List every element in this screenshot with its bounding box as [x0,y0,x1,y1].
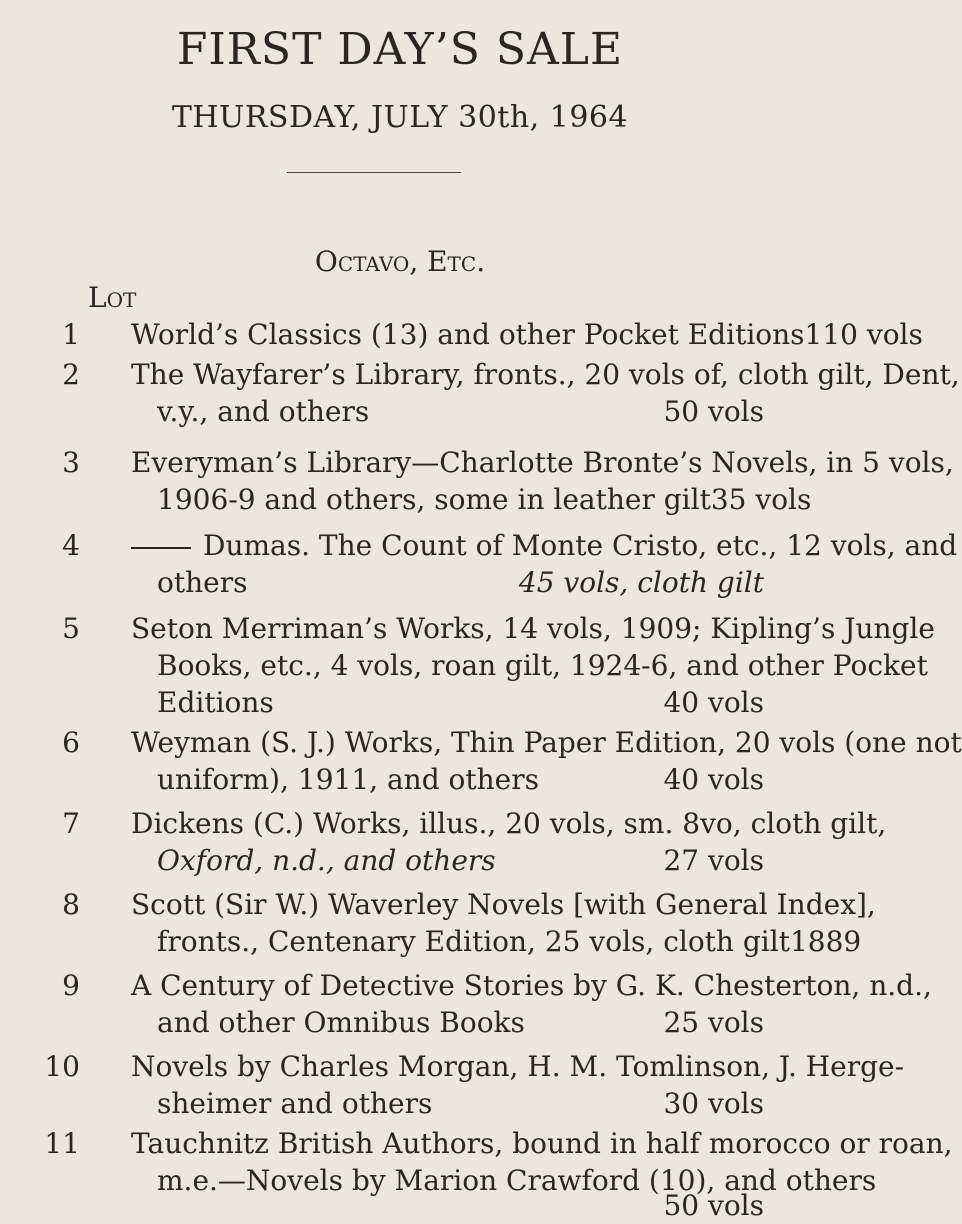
lot-quantity: 40 vols [663,763,764,796]
lot-description: Everyman’s Library—Charlotte Bronte’s Novels, in 5 vols, [131,446,954,479]
lot-description: Seton Merriman’s Works, 14 vols, 1909; Kipling’s Jungle [131,612,935,645]
sale-date: THURSDAY, JULY 30th, 1964 [171,100,629,135]
lot-description-cont: 1906-9 and others, some in leather gilt [157,483,711,516]
lot-description: Scott (Sir W.) Waverley Novels [with General Index], [131,888,876,921]
lot-quantity: 35 vols [710,483,812,516]
lot-number: 6 [62,726,80,759]
lot-description: Weyman (S. J.) Works, Thin Paper Edition, 20 vols (one not [131,726,962,759]
lot-quantity: 1889 [789,925,862,958]
section-heading: Octavo, Etc. [314,245,486,278]
lot-number: 5 [62,612,80,645]
lot-quantity: 50 vols [663,1189,764,1222]
divider [287,172,461,173]
lot-description-cont: Books, etc., 4 vols, roan gilt, 1924-6, and other Pocket [157,649,928,682]
lot-description: Tauchnitz British Authors, bound in half morocco or roan, [131,1127,953,1160]
lot-description: World’s Classics (13) and other Pocket Editions [131,318,805,351]
lot-quantity: 27 vols [663,844,764,877]
lot-description: Novels by Charles Morgan, H. M. Tomlinson, J. Herge- [131,1050,905,1083]
lot-number: 9 [62,969,80,1002]
lot-description: Dickens (C.) Works, illus., 20 vols, sm. 8vo, cloth gilt, [131,807,887,840]
lot-number: 1 [62,318,80,351]
lot-number: 2 [62,358,80,391]
lot-description-cont: sheimer and others [157,1087,433,1120]
lot-description-cont: and other Omnibus Books [157,1006,525,1039]
lot-column-label: Lot [88,281,137,314]
lot-number: 3 [62,446,80,479]
lot-number: 8 [62,888,80,921]
lot-number: 4 [62,529,80,562]
lot-number: 11 [44,1127,80,1160]
lot-description-cont: v.y., and others [157,395,370,428]
lot-description-cont: Editions [157,686,274,719]
lot-description-cont: m.e.—Novels by Marion Crawford (10), and others [157,1164,877,1197]
lot-number: 10 [44,1050,80,1083]
lot-description: The Wayfarer’s Library, fronts., 20 vols of, cloth gilt, Dent, [131,358,960,391]
lot-description-cont: others [157,566,248,599]
lot-description: Dumas. The Count of Monte Cristo, etc., 12 vols, and [203,529,958,562]
lot-number: 7 [62,807,80,840]
lot-quantity: 40 vols [663,686,764,719]
ditto-dash [131,547,191,549]
lot-description: A Century of Detective Stories by G. K. Chesterton, n.d., [131,969,932,1002]
page-title: FIRST DAY’S SALE [176,24,624,75]
lot-quantity: 45 vols, cloth gilt [518,566,764,599]
lot-description-cont: fronts., Centenary Edition, 25 vols, cloth gilt [157,925,790,958]
lot-description-cont: uniform), 1911, and others [157,763,539,796]
lot-description-cont: Oxford, n.d., and others [157,844,496,877]
lot-quantity: 50 vols [663,395,764,428]
lot-quantity: 30 vols [663,1087,764,1120]
lot-quantity: 25 vols [663,1006,764,1039]
lot-quantity: 110 vols [804,318,923,351]
